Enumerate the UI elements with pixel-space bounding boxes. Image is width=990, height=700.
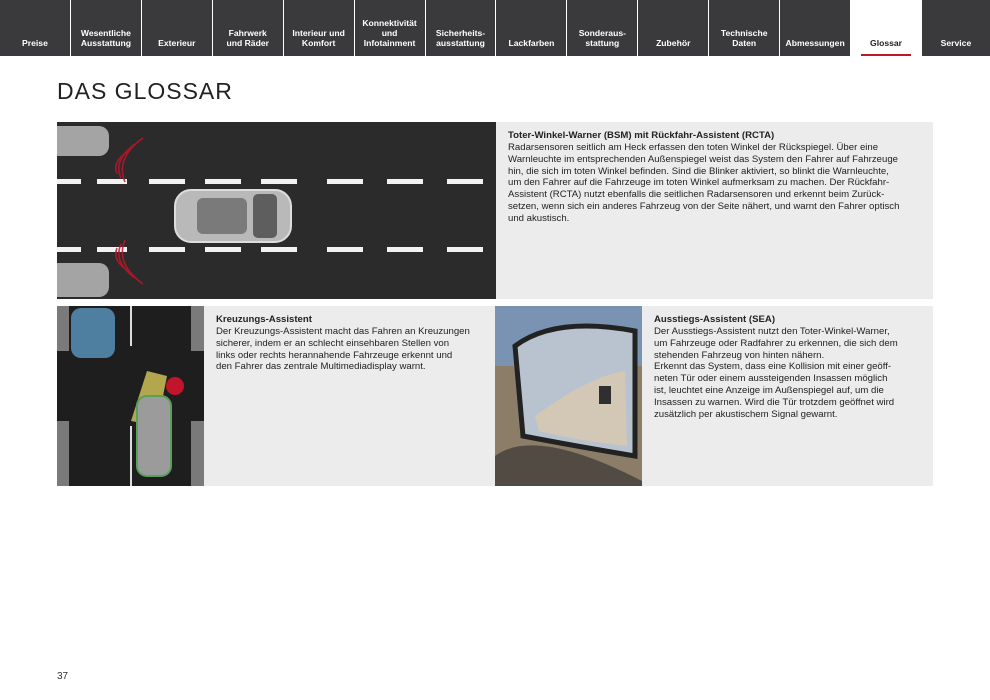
nav-tab-technische-daten[interactable]: Technische Daten xyxy=(709,0,779,56)
cross-title: Kreuzungs-Assistent xyxy=(216,314,312,325)
nav-tab-zubehoer[interactable]: Zubehör xyxy=(638,0,708,56)
nav-tab-lackfarben[interactable]: Lackfarben xyxy=(496,0,566,56)
bsm-text: Radarsensoren seitlich am Heck erfassen den toten Winkel der Rückspiegel. Über eine Warnleuchte im entsprechenden Außenspiegel weist das System den Fahrer auf Fahrzeuge hin, die sich im toten Winkel befinden. Sind die Blinker aktiviert, so blinkt die Warnleuchte, um den Fahrer auf die Fahrzeuge im toten Winkel aufmerksam zu machen. Der Rückfahr- Assistent (RCTA) nutzt ebenfalls die seitlichen Radarsensoren und erkennt beim Zurück- setzen, wenn sich ein anderes Fahrzeug von der Seite nähert, und warnt den Fahrer optisch und akustisch. xyxy=(508,142,900,224)
top-navigation xyxy=(0,0,990,57)
sea-text: Der Ausstiegs-Assistent nutzt den Toter-Winkel-Warner, um Fahrzeuge oder Radfahrer zu erkennen, die sich dem stehenden Fahrzeug von hinten nähern. Erkennt das System, dass eine Kollision mit einer geöff- neten Tür oder einem aussteigenden Insassen möglich ist, leuchtet eine Anzeige im Außenspiegel auf, um die Insassen zu warnen. Wird die Tür trotzdem geöffnet wird zusätzlich per akustischem Signal gewarnt. xyxy=(654,326,898,420)
page-number: 37 xyxy=(57,671,69,682)
page-title: DAS GLOSSAR xyxy=(57,78,233,104)
nav-tab-sicherheit[interactable]: Sicherheits- ausstattung xyxy=(426,0,496,56)
sea-panel xyxy=(642,306,933,486)
nav-tab-interieur[interactable]: Interieur und Komfort xyxy=(284,0,354,56)
nav-tab-exterieur[interactable]: Exterieur xyxy=(142,0,212,56)
nav-tab-sonderausstattung[interactable]: Sonderaus- stattung xyxy=(567,0,637,56)
cross-traffic-illustration xyxy=(57,306,204,486)
nav-tab-fahrwerk[interactable]: Fahrwerk und Räder xyxy=(213,0,283,56)
bsm-title: Toter-Winkel-Warner (BSM) mit Rückfahr-Assistent (RCTA) xyxy=(508,130,775,141)
nav-tab-konnektivitaet[interactable]: Konnektivität und Infotainment xyxy=(355,0,425,56)
side-mirror-photo xyxy=(495,306,642,486)
nav-tab-preise[interactable]: Preise xyxy=(0,0,70,56)
nav-tab-service[interactable]: Service xyxy=(922,0,990,56)
nav-tab-abmessungen[interactable]: Abmessungen xyxy=(780,0,850,56)
blind-spot-illustration xyxy=(57,122,496,299)
cross-panel xyxy=(204,306,495,486)
nav-tab-glossar[interactable]: Glossar xyxy=(851,0,921,56)
sea-title: Ausstiegs-Assistent (SEA) xyxy=(654,314,776,325)
bsm-panel xyxy=(496,122,933,299)
nav-tab-wesentliche-ausstattung[interactable]: Wesentliche Ausstattung xyxy=(71,0,141,56)
cross-text: Der Kreuzungs-Assistent macht das Fahren an Kreuzungen sicherer, indem er an schlecht einsehbaren Stellen von links oder rechts herannahende Fahrzeuge erkennt und den Fahrer das zentrale Multimediadisplay warnt. xyxy=(216,326,470,373)
